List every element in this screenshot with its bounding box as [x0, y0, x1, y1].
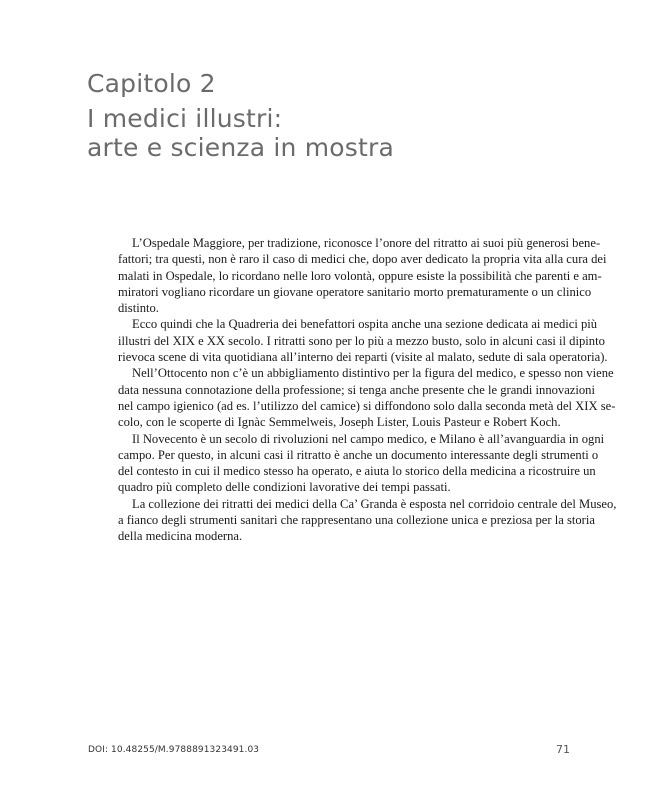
- chapter-title-line-1: I medici illustri:: [87, 104, 283, 133]
- text-line: rievoca scene di vita quotidiana all’interno dei reparti (visite al malato, sedute di sala operatoria).: [118, 350, 608, 365]
- paragraph-3: [118, 365, 616, 430]
- text-line: distinto.: [118, 301, 159, 316]
- text-line: fattori; tra questi, non è raro il caso di medici che, dopo aver dedicato la propria vita alla cura dei: [118, 252, 607, 267]
- paragraph-5: [118, 496, 617, 545]
- text-line: malati in Ospedale, lo ricordano nelle loro volontà, oppure esiste la possibilità che parenti e am-: [118, 268, 602, 283]
- paragraph-1: [118, 235, 607, 316]
- text-line: campo. Per questo, in alcuni casi il ritratto è anche un documento interessante degli strumenti o: [118, 447, 599, 462]
- chapter-heading: [87, 68, 567, 162]
- paragraph-4: [118, 431, 605, 496]
- text-line: a fianco degli strumenti sanitari che rappresentano una collezione unica e preziosa per la storia: [118, 513, 595, 528]
- text-line: Ecco quindi che la Quadreria dei benefattori ospita anche una sezione dedicata ai medici più: [132, 317, 598, 332]
- text-line: della medicina moderna.: [118, 529, 243, 544]
- text-line: nel campo igienico (ad es. l’utilizzo del camice) si diffondono solo dalla seconda metà del XIX se-: [118, 398, 616, 413]
- text-line: Il Novecento è un secolo di rivoluzioni nel campo medico, e Milano è all’avanguardia in ogni: [132, 431, 605, 446]
- text-line: quadro più completo delle condizioni lavorative dei tempi passati.: [118, 480, 451, 495]
- chapter-label: Capitolo 2: [87, 69, 216, 98]
- text-line: illustri del XIX e XX secolo. I ritratti sono per lo più a mezzo busto, solo in alcuni casi il dipinto: [118, 333, 605, 348]
- body-text: [118, 235, 617, 545]
- chapter-title-line-2: arte e scienza in mostra: [87, 133, 394, 162]
- page-number: 71: [556, 743, 570, 756]
- text-line: Nell’Ottocento non c’è un abbigliamento distintivo per la figura del medico, e spesso non viene: [132, 366, 614, 381]
- doi-footer[interactable]: DOI: 10.48255/M.9788891323491.03: [88, 745, 260, 755]
- text-line: colo, con le scoperte di Ignàc Semmelweis, Joseph Lister, Louis Pasteur e Robert Koch.: [118, 415, 561, 430]
- text-line: del contesto in cui il medico stesso ha operato, e aiuta lo storico della medicina a ricostruire un: [118, 464, 596, 479]
- text-line: miratori vogliano ricordare un giovane operatore sanitario morto prematuramente o un clinico: [118, 284, 592, 299]
- paragraph-2: [118, 316, 608, 365]
- text-line: data nessuna connotazione della professione; si tenga anche presente che le grandi innovazioni: [118, 382, 595, 397]
- text-line: La collezione dei ritratti dei medici della Ca’ Granda è esposta nel corridoio centrale del Museo,: [132, 496, 617, 511]
- text-line: L’Ospedale Maggiore, per tradizione, riconosce l’onore del ritratto ai suoi più generosi bene-: [132, 236, 601, 250]
